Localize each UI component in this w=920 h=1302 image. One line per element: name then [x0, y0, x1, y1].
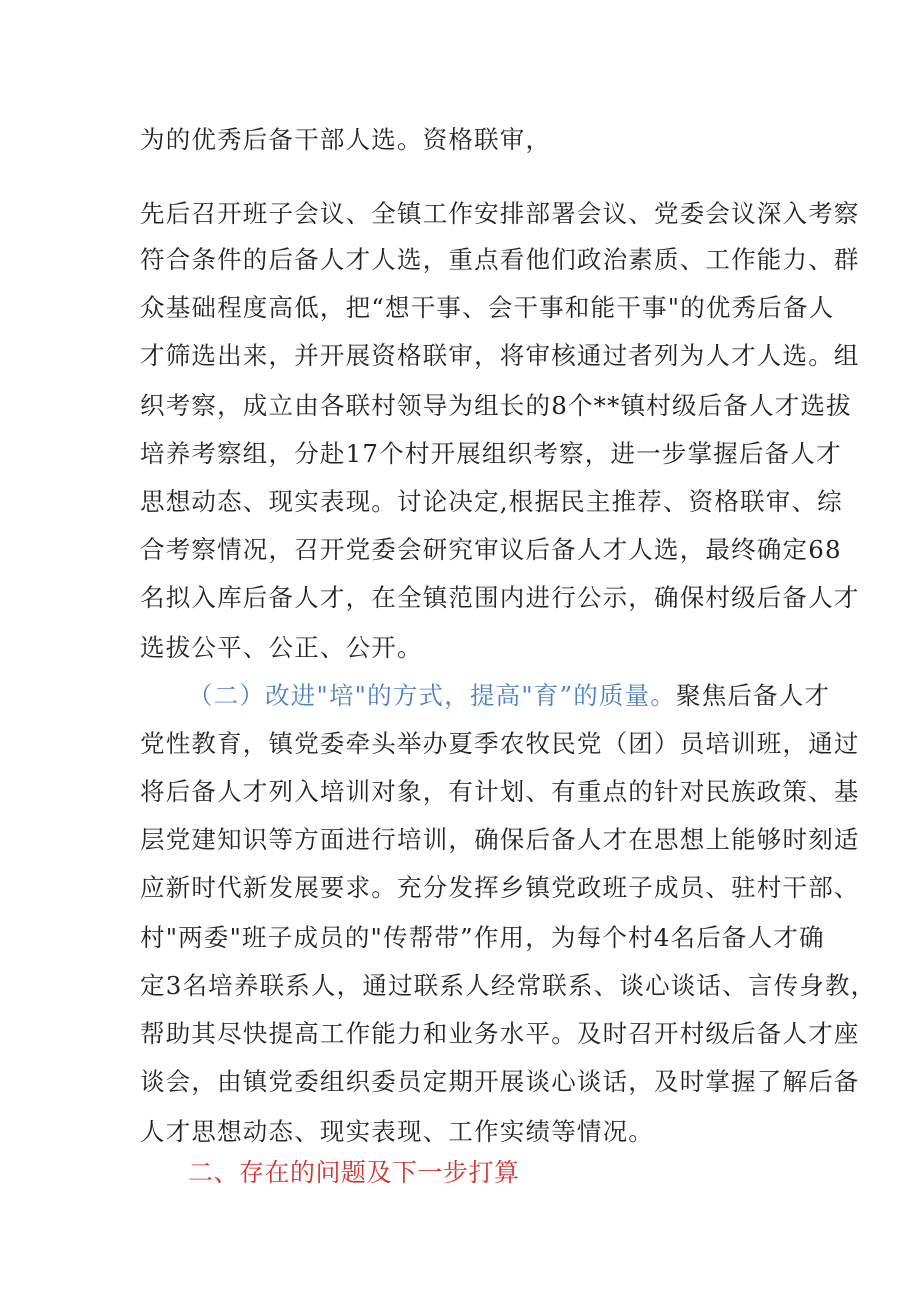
paragraph-line: 人才思想动态、现实表现、工作实绩等情况。 [140, 1117, 654, 1146]
paragraph-line: 合考察情况，召开党委会研究审议后备人才人选，最终确定68 [140, 535, 842, 564]
paragraph-text: 聚焦后备人才 [676, 681, 831, 710]
section-subheading-line [188, 681, 831, 710]
paragraph-line: 帮助其尽快提高工作能力和业务水平。及时召开村级后备人才座 [140, 1019, 860, 1048]
paragraph-line: 层党建知识等方面进行培训，确保后备人才在思想上能够时刻适 [140, 825, 860, 854]
paragraph-line: 先后召开班子会议、全镇工作安排部署会议、党委会议深入考察 [140, 199, 860, 228]
paragraph-line: 定3名培养联系人，通过联系人经常联系、谈心谈话、言传身教， [140, 971, 877, 1000]
paragraph-line: 应新时代新发展要求。充分发挥乡镇党政班子成员、驻村干部、 [140, 873, 860, 902]
section-subheading: （二）改进"培"的方式，提高"育”的质量。 [188, 681, 677, 710]
paragraph-line: 党性教育，镇党委牵头举办夏季农牧民党（团）员培训班，通过 [140, 729, 860, 758]
paragraph-line: 村"两委"班子成员的"传帮带”作用，为每个村4名后备人才确 [140, 923, 825, 952]
paragraph-line: 符合条件的后备人才人选，重点看他们政治素质、工作能力、群 [140, 245, 860, 274]
paragraph-line: 众基础程度高低，把“想干事、会干事和能干事"的优秀后备人 [140, 293, 835, 322]
paragraph-line: 培养考察组，分赴17个村开展组织考察，进一步掌握后备人才 [140, 439, 842, 468]
paragraph-line: 织考察，成立由各联村领导为组长的8个**镇村级后备人才选拔 [140, 391, 852, 420]
paragraph-line: 选拔公平、公正、公开。 [140, 633, 423, 662]
paragraph-line: 为的优秀后备干部人选。资格联审， [140, 125, 552, 154]
paragraph-line: 谈会，由镇党委组织委员定期开展谈心谈话，及时掌握了解后备 [140, 1067, 860, 1096]
paragraph-line: 思想动态、现实表现。讨论决定,根据民主推荐、资格联审、综 [140, 487, 843, 516]
paragraph-line: 将后备人才列入培训对象，有计划、有重点的针对民族政策、基 [140, 777, 860, 806]
paragraph-line: 名拟入库后备人才，在全镇范围内进行公示，确保村级后备人才 [140, 583, 860, 612]
section-heading: 二、存在的问题及下一步打算 [188, 1158, 520, 1187]
paragraph-line: 才筛选出来，并开展资格联审，将审核通过者列为人才人选。组 [140, 341, 860, 370]
